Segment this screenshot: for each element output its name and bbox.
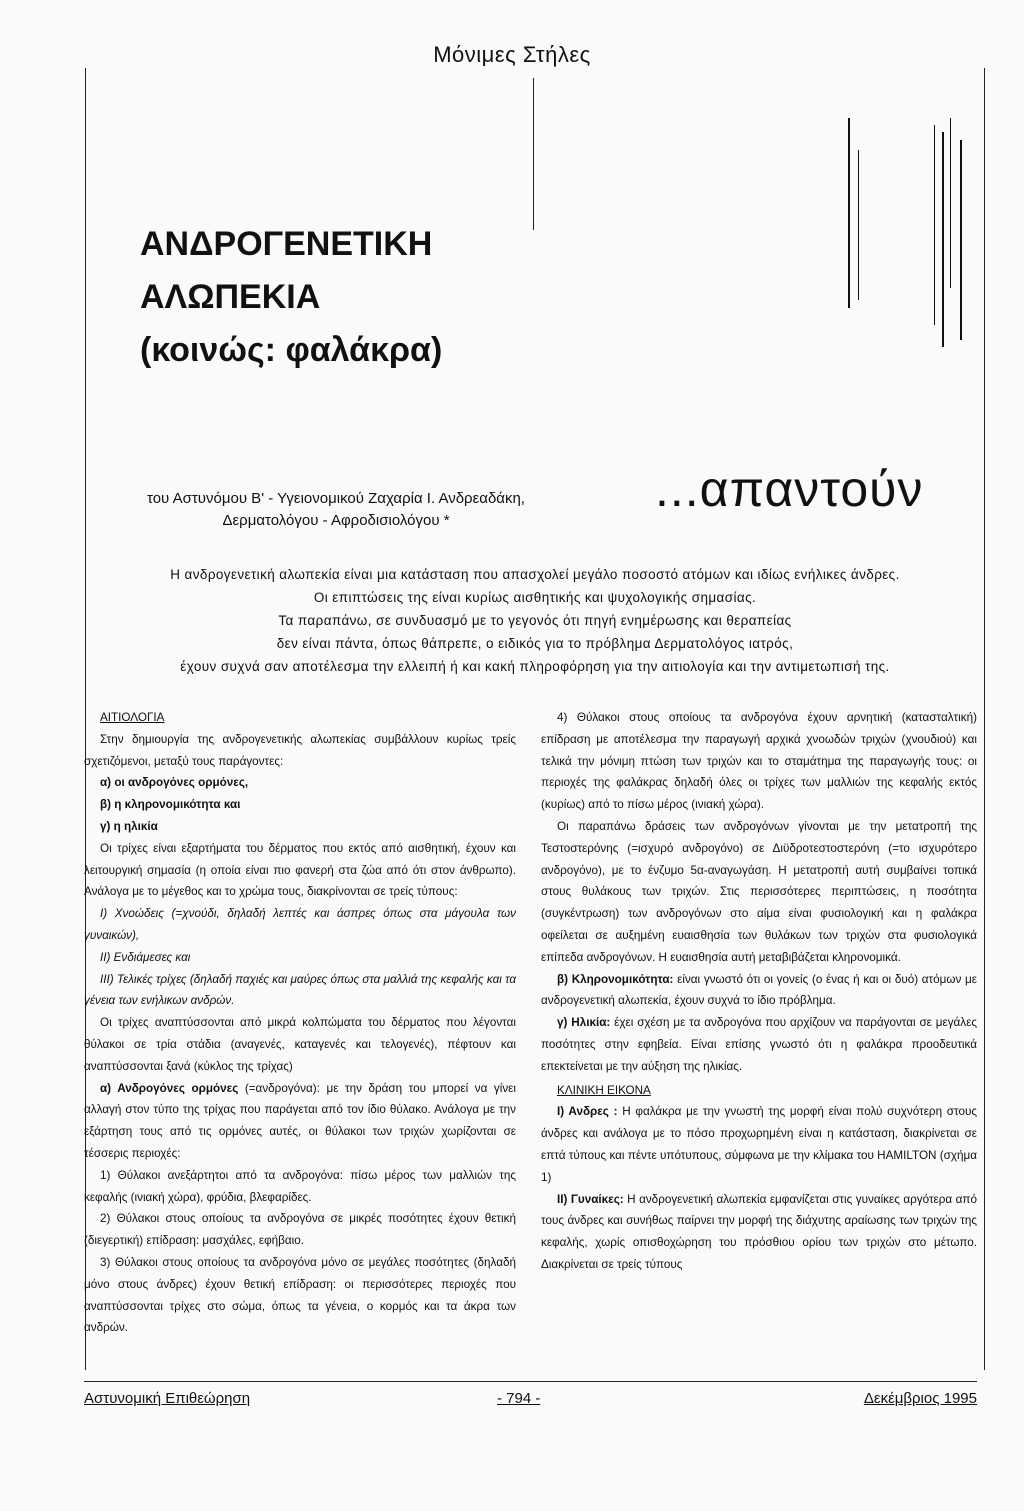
article-title bbox=[140, 218, 560, 377]
factor-item: γ) η ηλικία bbox=[100, 819, 158, 833]
region-item: 4) Θύλακοι στους οποίους τα ανδρογόνα έχουν αρνητική (κατασταλτική) επίδραση με αποτέλεσμα την παραγωγή αρχικά χνοωδών τριχών (χνουδιού) και τελικά την μόνιμη πτώση των τριχών και το σταμάτημα της παραγωγής τους: οι περιοχές της φαλάκρας δηλαδή όλες οι τρίχες των μαλλιών της κεφαλής εκτός (κυρίως) από το πίσω μέρος (ινιακή χώρα). bbox=[541, 711, 977, 812]
paragraph-text: (=ανδρογόνα): με την δράση του μπορεί να γίνει αλλαγή στον τύπο της τρίχας που παράγεται από τον ίδιο θύλακο. Ανάλογα με την εξάρτηση τους από τις ορμόνες αυτές, οι θύλακοι των τριχών χωρίζονται σε τέσσερις περιοχές: bbox=[84, 1081, 516, 1160]
paragraph-text: Η φαλάκρα με την γνωστή της μορφή είναι πολύ συχνότερη στους άνδρες και ανάλογα με το πόσο προχωρημένη είναι η κατάσταση, διακρίνεται σε επτά τύπους και πέντε υπότυπους, σύμφωνα με την κλίμακα του HAMILTON (σχήμα 1) bbox=[541, 1105, 977, 1184]
hair-type-item: ΙΙΙ) Τελικές τρίχες (δηλαδή παχιές και μαύρες όπως στα μαλλιά της κεφαλής και τα γένεια των ενήλικων ανδρών. bbox=[84, 972, 516, 1008]
frame-right-border bbox=[984, 68, 985, 1370]
paragraph bbox=[541, 1101, 977, 1188]
answers-heading: ...απαντούν bbox=[655, 461, 924, 517]
section-label: Μόνιμες Στήλες bbox=[433, 42, 591, 67]
paragraph: Στην δημιουργία της ανδρογενετικής αλωπεκίας συμβάλλουν κυρίως τρείς σχετιζόμενοι, μεταξύ τους παράγοντες: bbox=[84, 732, 516, 768]
footer-journal-name: Αστυνομική Επιθεώρηση bbox=[84, 1390, 251, 1407]
byline-line-1: του Αστυνόμου Β' - Υγειονομικού Ζαχαρία Ι. Ανδρεαδάκη, bbox=[147, 490, 525, 507]
paragraph: Οι τρίχες αναπτύσσονται από μικρά κολπώματα του δέρματος που λέγονται θύλακοι σε τρία στάδια (αναγενές, καταγενές και τελογενές), πέφτουν και αναπτύσσονται ξανά (κύκλος της τρίχας) bbox=[84, 1016, 516, 1073]
bold-label: γ) Ηλικία: bbox=[557, 1016, 611, 1030]
section-heading-aetiology: ΑΙΤΙΟΛΟΓΙΑ bbox=[100, 711, 165, 724]
paragraph bbox=[541, 1189, 977, 1276]
title-line-2: ΑΛΩΠΕΚΙΑ bbox=[140, 278, 321, 316]
right-column bbox=[541, 707, 977, 1276]
section-heading-clinical: ΚΛΙΝΙΚΗ ΕΙΚΟΝΑ bbox=[557, 1083, 651, 1097]
paragraph-text: Η ανδρογενετική αλωπεκία εμφανίζεται στις γυναίκες αργότερα από τους άνδρες και συνήθως παίρνει την μορφή της διάχυτης αραίωσης των τριχών της κεφαλής, χωρίς οπισθοχώρηση του πρόσθιου ορίου των τριχών στο μέτωπο. Διακρίνεται σε τρείς τύπους bbox=[541, 1192, 977, 1271]
hair-type-item: ΙΙ) Ενδιάμεσες και bbox=[100, 950, 191, 964]
left-column bbox=[84, 707, 516, 1339]
paragraph-text: έχει σχέση με τα ανδρογόνα που αρχίζουν να παράγονται σε μεγάλες ποσότητες στην εφηβεία. Είναι επίσης γνωστό ότι η φαλάκρα προοδευτικά επεκτείνεται με την αύξηση της ηλικίας. bbox=[541, 1016, 977, 1073]
title-line-1: ΑΝΔΡΟΓΕΝΕΤΙΚΗ bbox=[140, 225, 433, 263]
footer-date: Δεκέμβριος 1995 bbox=[863, 1390, 977, 1407]
intro-line-5: έχουν συχνά σαν αποτέλεσμα την ελλειπή ή και κακή πληροφόρηση για την αιτιολογία και την αντιμετωπισή της. bbox=[180, 659, 890, 674]
footer-rule bbox=[84, 1381, 977, 1382]
factor-item: α) οι ανδρογόνες ορμόνες, bbox=[100, 776, 249, 790]
intro-line-4: δεν είναι πάντα, όπως θάπρεπε, ο ειδικός για το πρόβλημα Δερματολόγος ιατρός, bbox=[276, 636, 794, 651]
bold-label: Ι) Ανδρες : bbox=[557, 1105, 618, 1119]
footer-page-number: - 794 - bbox=[497, 1390, 541, 1407]
header-divider-line bbox=[533, 78, 534, 230]
factor-item: β) η κληρονομικότητα και bbox=[100, 798, 241, 812]
hair-type-item: Ι) Χνοώδεις (=χνούδι, δηλαδή λεπτές και άσπρες όπως στα μάγουλα των γυναικών), bbox=[84, 907, 516, 942]
paragraph-text: είναι γνωστό ότι οι γονείς (ο ένας ή και οι δυό) ατόμων με ανδρογενετική αλωπεκία, έχουν συχνά το ίδιο πρόβλημα. bbox=[541, 972, 977, 1008]
bold-label: α) Ανδρογόνες ορμόνες bbox=[100, 1081, 239, 1095]
bold-label: β) Κληρονομικότητα: bbox=[557, 972, 674, 986]
title-line-3: (κοινώς: φαλάκρα) bbox=[140, 331, 443, 369]
intro-line-2: Οι επιπτώσεις της είναι κυρίως αισθητικής και ψυχολογικής σημασίας. bbox=[313, 590, 757, 605]
intro-line-1: Η ανδρογενετική αλωπεκία είναι μια κατάσταση που απασχολεί μεγάλο ποσοστό ατόμων και ιδίως ενήλικες άνδρες. bbox=[170, 567, 900, 582]
byline-line-2: Δερματολόγου - Αφροδισιολόγου * bbox=[222, 512, 450, 529]
intro-paragraph bbox=[86, 563, 984, 678]
region-item: 1) Θύλακοι ανεξάρτητοι από τα ανδρογόνα: πίσω μέρος των μαλλιών της κεφαλής (ινιακή χώρα), φρύδια, βλεφαρίδες. bbox=[84, 1168, 516, 1204]
paragraph: Οι παραπάνω δράσεις των ανδρογόνων γίνονται με την μετατροπή της Τεστοστερόνης (=ισχυρό ανδρογόνο) σε Διϋδροτεστοστερόνη (=το ισχυρότερο ανδρογόνο), με το ένζυμο 5α-αναγωγάση. Η μετατροπή αυτή συμβαίνει τοπικά στους θυλάκους των τριχών. Στις περισσότερες περιπτώσεις, η ποσότητα (συγκέντρωση) των ανδρογόνων στο αίμα είναι φυσιολογική και η φαλάκρα οφείλεται σε αυξημένη ευαισθησία των θυλάκων των τριχών στα φυσιολογικά επίπεδα ανδρογόνων. Η ευαισθησία αυτή μεταβιβάζεται κληρονομικά. bbox=[541, 819, 977, 964]
region-item: 2) Θύλακοι στους οποίους τα ανδρογόνα σε μικρές ποσότητες έχουν θετική (διεγερτική) επίδραση: μασχάλες, εφήβαιο. bbox=[84, 1212, 516, 1248]
paragraph: Οι τρίχες είναι εξαρτήματα του δέρματος που εκτός από αισθητική, έχουν και λειτουργική σημασία (η οποία είναι πιο φανερή στα ζώα από ότι στον άνθρωπο). Ανάλογα με το μέγεθος και το χρώμα τους, διακρίνονται σε τρείς τύπους: bbox=[84, 841, 516, 899]
bold-label: ΙΙ) Γυναίκες: bbox=[557, 1192, 624, 1206]
author-byline bbox=[86, 488, 586, 532]
paragraph bbox=[541, 1012, 977, 1077]
paragraph bbox=[541, 969, 977, 1013]
region-item: 3) Θύλακοι στους οποίους τα ανδρογόνα μόνο σε μεγάλες ποσότητες (δηλαδή μόνο στους άνδρες) έχουν θετική επίδραση: οι περισσότερες περιοχές που αναπτύσσονται τρίχες στο σώμα, όπως τα γένεια, ο κορμός και τα άκρα των ανδρών. bbox=[84, 1255, 516, 1335]
intro-line-3: Τα παραπάνω, σε συνδυασμό με το γεγονός ότι πηγή ενημέρωσης και θεραπείας bbox=[278, 613, 792, 628]
paragraph bbox=[84, 1078, 516, 1165]
